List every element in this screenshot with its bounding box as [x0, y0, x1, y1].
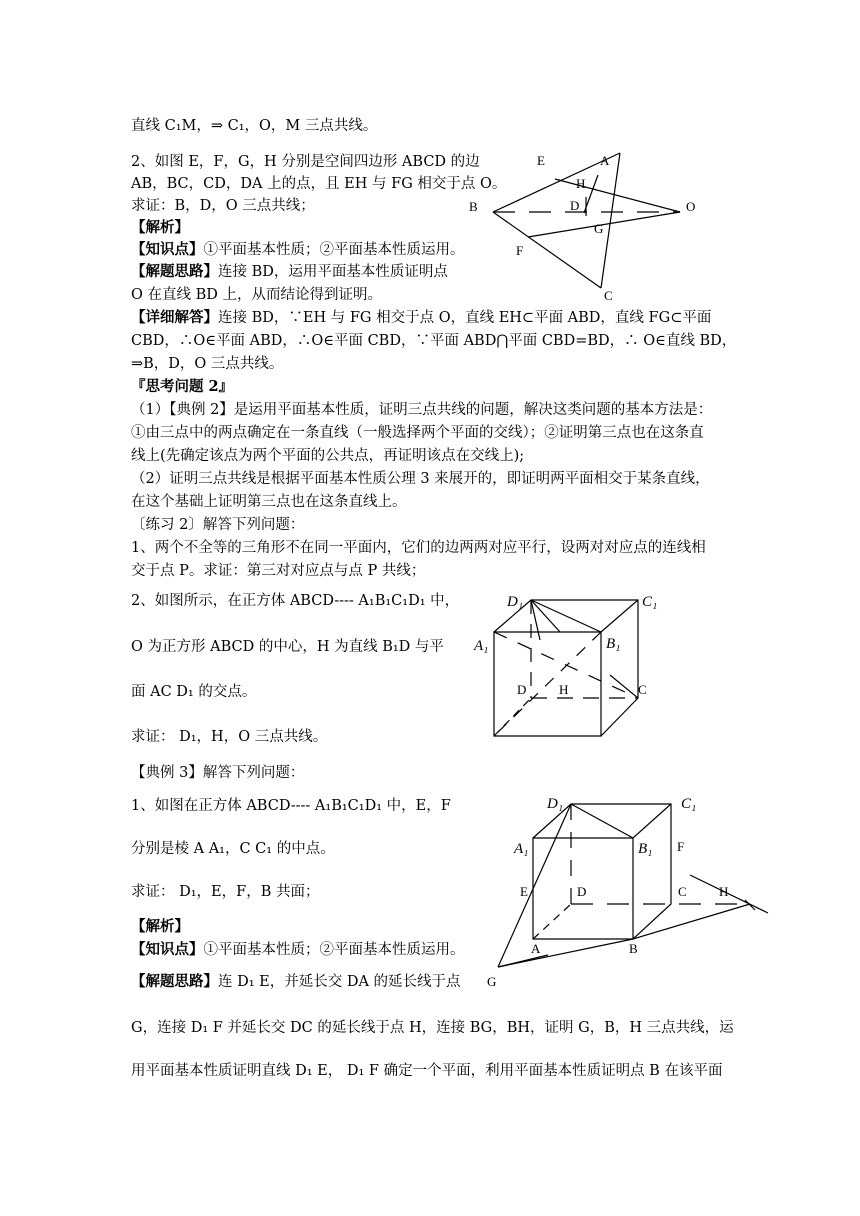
text-line: [131, 378, 233, 396]
line-text: 1、如图在正方体 ABCD---- A₁B₁C₁D₁ 中，E，F: [131, 798, 451, 814]
line-text: 连接 BD，∵EH 与 FG 相交于点 O，直线 EH⊂平面 ABD，直线 FG⊂平面: [218, 310, 712, 326]
fig1-label-d: D: [570, 198, 580, 213]
line-text: 2、如图所示，在正方体 ABCD---- A₁B₁C₁D₁ 中，: [131, 593, 460, 609]
cube3-line-gb: [498, 939, 633, 967]
line-text: 直线 C₁M，⇒ C₁，O，M 三点共线。: [131, 118, 378, 134]
text-line: [131, 117, 377, 135]
fig1-label-h: H: [576, 176, 586, 191]
cube2-edge-b1c1: [601, 600, 638, 632]
line-eo: [555, 179, 680, 212]
line-text: 【解析】: [131, 219, 189, 236]
fig3-label-b1: B₁: [638, 841, 653, 857]
cube2-diag-d1h: [531, 600, 540, 640]
text-line: [131, 941, 465, 959]
cube3-line-bh: [633, 904, 750, 939]
cube2-diag-d1b1: [531, 600, 601, 632]
fig3-label-c: C: [678, 884, 687, 899]
text-line: [131, 840, 335, 858]
cube3-line-d1g: [498, 804, 571, 967]
line-text: 『思考问题 2』: [131, 378, 234, 395]
text-line: [131, 1019, 734, 1037]
cube3-diag-d1b1: [571, 804, 633, 838]
line-text: 求证： D₁，H，O 三点共线。: [131, 729, 328, 745]
line-text: （1）【典例 2】是运用平面基本性质，证明三点共线的问题，解决这类问题的基本方法是：: [131, 402, 713, 418]
fig1-label-a: A: [600, 153, 610, 168]
line-text: 用平面基本性质证明直线 D₁ E， D₁ F 确定一个平面，利用平面基本性质证明点 B 在该平面: [131, 1063, 723, 1079]
text-line: [131, 175, 506, 193]
fig2-label-c: C: [638, 682, 647, 697]
cube2-edge-c: [610, 675, 638, 698]
cube2-back-edges: [494, 600, 638, 736]
text-line: [131, 1062, 722, 1080]
fig1-label-f: F: [516, 243, 524, 258]
text-line: [131, 332, 736, 350]
cube3-edge-b1c1: [633, 804, 671, 838]
fig3-label-a1: A₁: [514, 841, 529, 857]
line-text: G，连接 D₁ F 并延长交 DC 的延长线于点 H，连接 BG，BH，证明 G，B，H 三点共线，运: [131, 1020, 734, 1036]
fig2-lines: [494, 600, 638, 736]
text-line: [131, 241, 465, 259]
fig1-label-b: B: [469, 199, 478, 214]
line-text: 交于点 P。求证：第三对对应点与点 P 共线；: [131, 563, 426, 579]
fig2-label-a1: A₁: [474, 638, 489, 654]
fig3-label-d1: D₁: [547, 796, 564, 812]
fig2-label-b1: B₁: [606, 636, 621, 652]
text-line: [131, 153, 480, 171]
cube3-back-edges: [533, 804, 671, 939]
text-line: [131, 470, 710, 488]
line-text: 连 D₁ E，并延长交 DA 的延长线于点: [218, 974, 461, 990]
line-text: ⇒B，D，O 三点共线。: [131, 356, 284, 372]
fig3-label-g: G: [487, 974, 497, 989]
line-text: 在这个基础上证明第三点也在这条直线上。: [131, 494, 407, 510]
section-label: 【详细解答】: [131, 309, 218, 326]
line-text: AB，BC，CD，DA 上的点，且 EH 与 FG 相交于点 O。: [131, 176, 507, 192]
text-line: [131, 973, 461, 991]
fig3-label-b: B: [629, 941, 638, 956]
line-text: 【典例 3】解答下列问题：: [131, 765, 305, 781]
fig1-label-g: G: [594, 221, 604, 236]
section-label: 【解题思路】: [131, 973, 218, 990]
fig3-label-a: A: [531, 941, 541, 956]
section-label: 【解题思路】: [131, 263, 218, 280]
line-text: 1、两个不全等的三角形不在同一平面内，它们的边两两对应平行，设两对对应点的连线相: [131, 540, 706, 556]
fig3-label-h: H: [719, 884, 729, 899]
cube3-line-ga: [498, 955, 548, 967]
text-line: [131, 424, 704, 442]
text-line: [131, 447, 524, 465]
line-fo: [528, 212, 680, 237]
fig2-label-c1: C₁: [642, 594, 658, 610]
fig3-label-e: E: [520, 884, 528, 899]
line-text: ①平面基本性质；②平面基本性质运用。: [203, 942, 465, 958]
cube2-hidden-diagonal: [494, 632, 601, 736]
line-text: 求证：B，D，O 三点共线；: [131, 198, 315, 214]
text-line: [131, 286, 382, 304]
line-text: 〔练习 2〕解答下列问题：: [131, 517, 305, 533]
line-text: ①由三点中的两点确定在一条直线（一般选择两个平面的交线）；②证明第三点也在这条直: [131, 425, 704, 441]
cube3-hidden-depth: [533, 904, 571, 939]
fig2-label-h: H: [559, 682, 569, 697]
cube3-front-face: [533, 838, 633, 939]
line-text: 求证： D₁，E，F，B 共面；: [131, 884, 320, 900]
edge-ba: [493, 153, 620, 212]
text-line: [131, 197, 315, 215]
line-text: CBD，∴O∈平面 ABD，∴O∈平面 CBD，∵平面 ABD⋂平面 CBD=BD，∴ O∈直线 BD，: [131, 333, 737, 349]
cube2-front-face: [494, 632, 601, 736]
text-line: [131, 797, 451, 815]
cube2-hidden-depth: [494, 698, 531, 736]
edge-da: [584, 175, 598, 213]
fig3-lines: [498, 804, 768, 967]
line-text: 【解析】: [131, 918, 189, 935]
fig3-label-d: D: [577, 884, 587, 899]
text-line: [131, 683, 256, 701]
edge-bc: [493, 212, 604, 288]
fig1-label-c: C: [604, 288, 613, 303]
text-line: [131, 401, 712, 419]
text-line: [131, 883, 319, 901]
line-text: ①平面基本性质；②平面基本性质运用。: [203, 242, 465, 258]
text-line: [131, 539, 706, 557]
fig1-lines: [493, 153, 680, 288]
text-line: [131, 562, 425, 580]
line-text: 连接 BD，运用平面基本性质证明点: [218, 264, 448, 280]
text-line: [131, 516, 304, 534]
text-line: [131, 493, 407, 511]
line-text: （2）证明三点共线是根据平面基本性质公理 3 来展开的，即证明两平面相交于某条直线，: [131, 471, 710, 487]
text-line: [131, 355, 283, 373]
fig3-label-f: F: [677, 839, 685, 854]
line-text: O 在直线 BD 上，从而结论得到证明。: [131, 287, 382, 303]
fig2-label-d: D: [517, 682, 527, 697]
fig1-label-e: E: [537, 153, 545, 168]
edge-ac: [601, 153, 620, 288]
cube2-hidden-diagonal-2: [494, 632, 638, 698]
line-text: 分别是棱 A A₁，C C₁ 的中点。: [131, 841, 335, 857]
line-text: 面 AC D₁ 的交点。: [131, 684, 257, 700]
fig3-label-c1: C₁: [681, 796, 697, 812]
line-text: O 为正方形 ABCD 的中心，H 为直线 B₁D 与平: [131, 639, 444, 655]
fig2-label-d1: D₁: [507, 594, 524, 610]
cube3-mark-h: [745, 900, 755, 910]
text-line: [131, 309, 711, 327]
text-line: [131, 263, 448, 281]
text-line: [131, 918, 189, 936]
section-label: 【知识点】: [131, 941, 204, 958]
line-text: 2、如图 E，F，G，H 分别是空间四边形 ABCD 的边: [131, 154, 480, 170]
text-line: [131, 728, 327, 746]
section-label: 【知识点】: [131, 241, 204, 258]
text-line: [131, 764, 304, 782]
fig1-label-o: O: [686, 199, 696, 214]
text-line: [131, 638, 444, 656]
cube3-line-fh: [690, 875, 768, 913]
text-line: [131, 219, 189, 237]
text-line: [131, 592, 459, 610]
cube2-diag-d1o: [531, 600, 560, 632]
line-text: 线上(先确定该点为两个平面的公共点，再证明该点在交线上);: [131, 448, 525, 464]
